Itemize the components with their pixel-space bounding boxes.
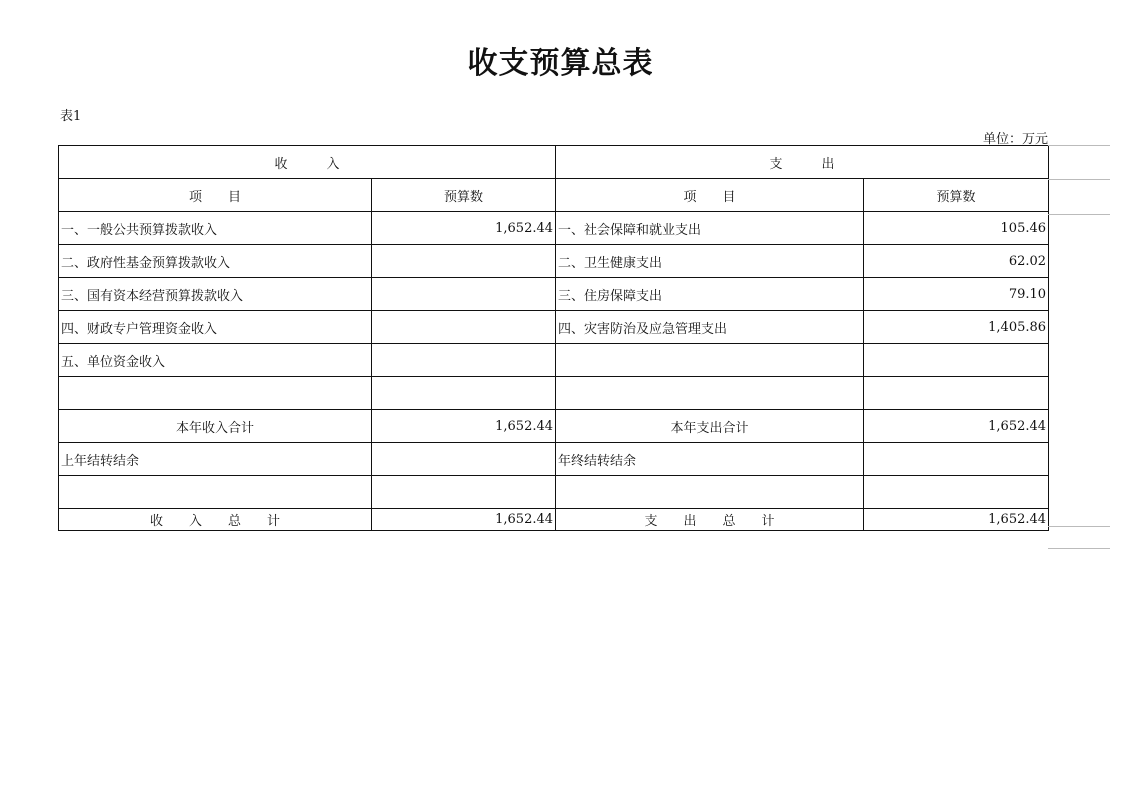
income-subtotal-label: 本年收入合计 — [59, 410, 372, 443]
table-row — [59, 377, 1049, 410]
table-row — [59, 212, 1049, 245]
expense-section-header: 支 出 — [556, 146, 1049, 179]
expense-subtotal-amount: 1,652.44 — [864, 410, 1049, 443]
income-total-label: 收 入 总 计 — [59, 509, 372, 531]
income-amount-cell — [372, 344, 556, 377]
income-amount-cell — [372, 311, 556, 344]
income-amount-cell — [372, 245, 556, 278]
income-item-header: 项 目 — [59, 179, 372, 212]
expense-amount-cell — [864, 344, 1049, 377]
table-number: 表1 — [60, 109, 82, 124]
scan-artifact-line — [1048, 548, 1110, 549]
expense-total-label: 支 出 总 计 — [556, 509, 864, 531]
income-amount-cell — [372, 278, 556, 311]
subtotal-row — [59, 410, 1049, 443]
scan-artifact-line — [1048, 145, 1110, 146]
unit-label: 单位：万元 — [982, 132, 1048, 147]
income-item-cell: 四、财政专户管理资金收入 — [59, 311, 372, 344]
blank-row — [59, 476, 1049, 509]
income-item-cell: 一、一般公共预算拨款收入 — [59, 212, 372, 245]
income-item-cell: 二、政府性基金预算拨款收入 — [59, 245, 372, 278]
expense-item-cell: 一、社会保障和就业支出 — [556, 212, 864, 245]
page-title: 收支预算总表 — [467, 46, 654, 81]
expense-amount-cell: 1,405.86 — [864, 311, 1049, 344]
scan-artifact-line — [1048, 526, 1110, 527]
income-item-cell: 三、国有资本经营预算拨款收入 — [59, 278, 372, 311]
scan-artifact-line — [1048, 179, 1110, 180]
expense-item-header: 项 目 — [556, 179, 864, 212]
income-amount-header: 预算数 — [372, 179, 556, 212]
expense-amount-cell — [864, 377, 1049, 410]
income-carryover-label: 上年结转结余 — [59, 443, 372, 476]
expense-amount-cell: 79.10 — [864, 278, 1049, 311]
expense-carryover-amount — [864, 443, 1049, 476]
income-amount-cell: 1,652.44 — [372, 212, 556, 245]
expense-item-cell: 四、灾害防治及应急管理支出 — [556, 311, 864, 344]
income-carryover-amount — [372, 443, 556, 476]
scan-artifact-line — [1048, 214, 1110, 215]
expense-amount-cell: 62.02 — [864, 245, 1049, 278]
column-header-row — [59, 179, 1049, 212]
blank-cell — [864, 476, 1049, 509]
expense-carryover-label: 年终结转结余 — [556, 443, 864, 476]
expense-item-cell: 三、住房保障支出 — [556, 278, 864, 311]
income-section-header: 收 入 — [59, 146, 556, 179]
expense-amount-cell: 105.46 — [864, 212, 1049, 245]
table-row — [59, 344, 1049, 377]
blank-cell — [372, 476, 556, 509]
expense-item-cell: 二、卫生健康支出 — [556, 245, 864, 278]
expense-item-cell — [556, 377, 864, 410]
expense-subtotal-label: 本年支出合计 — [556, 410, 864, 443]
expense-total-amount: 1,652.44 — [864, 509, 1049, 531]
blank-cell — [556, 476, 864, 509]
income-item-cell: 五、单位资金收入 — [59, 344, 372, 377]
income-item-cell — [59, 377, 372, 410]
carryover-row — [59, 443, 1049, 476]
blank-cell — [59, 476, 372, 509]
income-amount-cell — [372, 377, 556, 410]
income-total-amount: 1,652.44 — [372, 509, 556, 531]
total-row — [59, 509, 1049, 531]
section-header-row — [59, 146, 1049, 179]
income-subtotal-amount: 1,652.44 — [372, 410, 556, 443]
expense-item-cell — [556, 344, 864, 377]
table-row — [59, 311, 1049, 344]
budget-summary-table — [58, 145, 1049, 531]
expense-amount-header: 预算数 — [864, 179, 1049, 212]
table-row — [59, 278, 1049, 311]
table-row — [59, 245, 1049, 278]
